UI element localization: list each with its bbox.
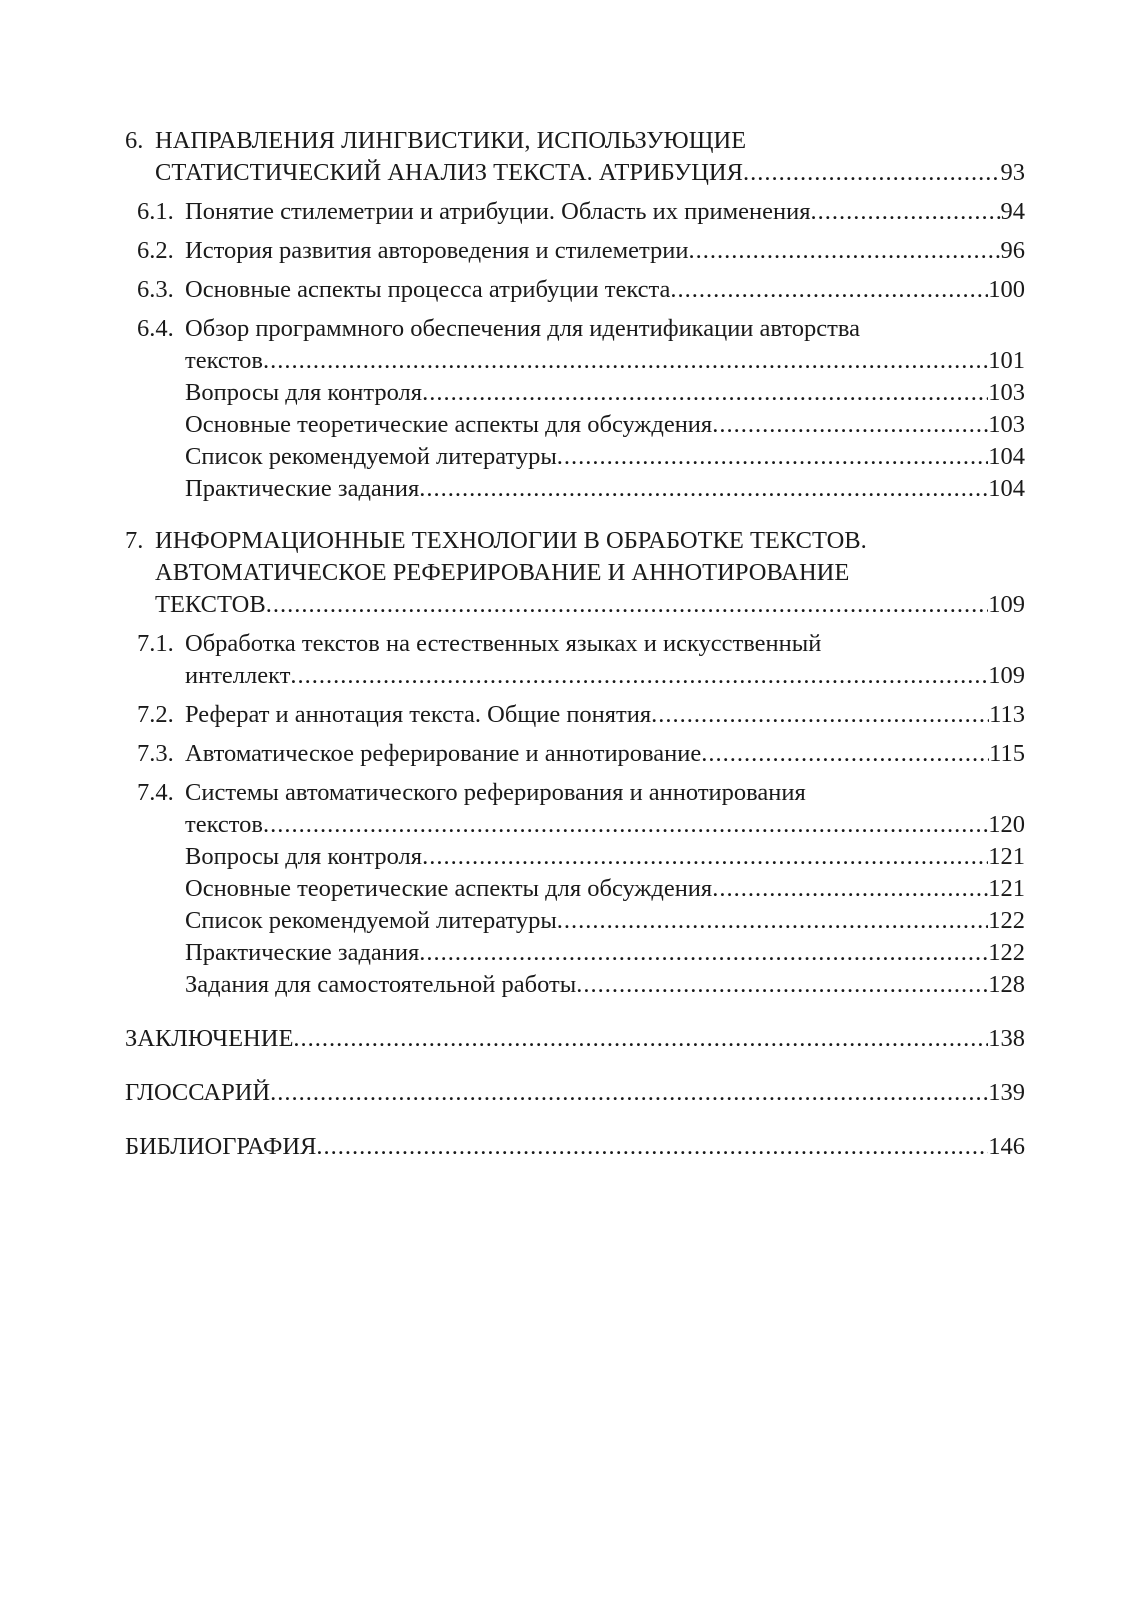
subentry-title: Вопросы для контроля (185, 379, 423, 406)
section-number: 7.2. (137, 701, 174, 728)
subentry-title: Список рекомендуемой литературы (185, 443, 557, 470)
section-title-line-1: Обзор программного обеспечения для идентификации авторства (185, 315, 860, 342)
dot-leader (422, 377, 988, 409)
dot-leader (712, 409, 988, 441)
toc-subentry[interactable] (125, 905, 1025, 937)
section-title-line-2: интеллект (185, 662, 291, 689)
toc-section-7-3[interactable] (125, 738, 1025, 770)
section-title: Автоматическое реферирование и аннотирование (185, 740, 702, 767)
section-title-line-2: текстов (185, 811, 263, 838)
dot-leader (422, 841, 988, 873)
dot-leader (270, 1077, 988, 1109)
page-number: 93 (1000, 159, 1025, 186)
toc-subentry[interactable] (125, 841, 1025, 873)
subentry-title: Практические задания (185, 475, 420, 502)
section-number: 7.1. (137, 630, 174, 657)
page-number: 121 (988, 843, 1025, 870)
page-number: 113 (989, 701, 1025, 728)
section-title: Понятие стилеметрии и атрибуции. Область их применения (185, 198, 811, 225)
dot-leader (688, 235, 1000, 267)
page-number: 120 (988, 811, 1025, 838)
dot-leader (743, 157, 1001, 189)
section-number: 6.4. (137, 315, 174, 342)
subentry-title: Задания для самостоятельной работы (185, 971, 577, 998)
page-number: 109 (988, 591, 1025, 618)
page-number: 103 (988, 379, 1025, 406)
chapter-number: 6. (125, 127, 144, 154)
page-number: 115 (989, 740, 1025, 767)
toc-section-6-2[interactable] (125, 235, 1025, 267)
dot-leader (712, 873, 988, 905)
page-number: 109 (988, 662, 1025, 689)
section-title: История развития автороведения и стилеметрии (185, 237, 689, 264)
toc-section-7-1[interactable] (125, 628, 1025, 692)
page-number: 122 (988, 939, 1025, 966)
chapter-title-line-1: ИНФОРМАЦИОННЫЕ ТЕХНОЛОГИИ В ОБРАБОТКЕ ТЕКСТОВ. (155, 527, 867, 554)
toc-section-6-4[interactable] (125, 313, 1025, 377)
toc-chapter-7[interactable] (125, 525, 1025, 621)
page-number: 128 (988, 971, 1025, 998)
section-title: Основные аспекты процесса атрибуции текста (185, 276, 671, 303)
chapter-title-line-1: НАПРАВЛЕНИЯ ЛИНГВИСТИКИ, ИСПОЛЬЗУЮЩИЕ (155, 127, 747, 154)
chapter-number: 7. (125, 527, 144, 554)
entry-title: ЗАКЛЮЧЕНИЕ (125, 1025, 294, 1052)
chapter-title-line-3: ТЕКСТОВ (155, 591, 266, 618)
toc-chapter-6[interactable] (125, 125, 1025, 189)
chapter-title-line-2: АВТОМАТИЧЕСКОЕ РЕФЕРИРОВАНИЕ И АННОТИРОВАНИЕ (155, 559, 850, 586)
page-number: 100 (988, 276, 1025, 303)
subentry-title: Основные теоретические аспекты для обсуждения (185, 875, 713, 902)
toc-subentry[interactable] (125, 377, 1025, 409)
subentry-title: Список рекомендуемой литературы (185, 907, 557, 934)
subentry-title: Основные теоретические аспекты для обсуждения (185, 411, 713, 438)
section-title: Реферат и аннотация текста. Общие понятия (185, 701, 652, 728)
page-number: 94 (1000, 198, 1025, 225)
subentry-title: Практические задания (185, 939, 420, 966)
dot-leader (651, 699, 989, 731)
toc-bibliography[interactable] (125, 1131, 1025, 1163)
dot-leader (557, 905, 988, 937)
toc-subentry[interactable] (125, 873, 1025, 905)
section-number: 6.2. (137, 237, 174, 264)
subentry-title: Вопросы для контроля (185, 843, 423, 870)
dot-leader (266, 589, 989, 621)
entry-title: ГЛОССАРИЙ (125, 1079, 271, 1106)
section-title-line-1: Системы автоматического реферирования и аннотирования (185, 779, 806, 806)
page-number: 104 (988, 475, 1025, 502)
chapter-title-line-2: СТАТИСТИЧЕСКИЙ АНАЛИЗ ТЕКСТА. АТРИБУЦИЯ (155, 159, 743, 186)
toc-subentry[interactable] (125, 441, 1025, 473)
section-number: 7.4. (137, 779, 174, 806)
dot-leader (576, 969, 988, 1001)
toc-subentry[interactable] (125, 473, 1025, 505)
page-number: 146 (988, 1133, 1025, 1160)
page-number: 122 (988, 907, 1025, 934)
toc-section-7-4[interactable] (125, 777, 1025, 841)
toc-section-6-1[interactable] (125, 196, 1025, 228)
dot-leader (701, 738, 989, 770)
page-number: 96 (1000, 237, 1025, 264)
dot-leader (293, 1023, 988, 1055)
toc-conclusion[interactable] (125, 1023, 1025, 1055)
page-number: 138 (988, 1025, 1025, 1052)
section-number: 6.3. (137, 276, 174, 303)
section-number: 6.1. (137, 198, 174, 225)
dot-leader (290, 660, 988, 692)
page-number: 103 (988, 411, 1025, 438)
dot-leader (316, 1131, 988, 1163)
dot-leader (263, 809, 988, 841)
dot-leader (419, 473, 988, 505)
section-title-line-2: текстов (185, 347, 263, 374)
dot-leader (670, 274, 988, 306)
dot-leader (810, 196, 1000, 228)
page-number: 104 (988, 443, 1025, 470)
toc-subentry[interactable] (125, 937, 1025, 969)
entry-title: БИБЛИОГРАФИЯ (125, 1133, 317, 1160)
dot-leader (557, 441, 988, 473)
section-title-line-1: Обработка текстов на естественных языках и искусственный (185, 630, 822, 657)
section-number: 7.3. (137, 740, 174, 767)
toc-section-6-3[interactable] (125, 274, 1025, 306)
toc-section-7-2[interactable] (125, 699, 1025, 731)
page-number: 139 (988, 1079, 1025, 1106)
dot-leader (419, 937, 988, 969)
page-number: 121 (988, 875, 1025, 902)
page-number: 101 (988, 347, 1025, 374)
dot-leader (263, 345, 988, 377)
table-of-contents (125, 125, 1025, 1163)
toc-subentry[interactable] (125, 969, 1025, 1001)
toc-subentry[interactable] (125, 409, 1025, 441)
toc-glossary[interactable] (125, 1077, 1025, 1109)
